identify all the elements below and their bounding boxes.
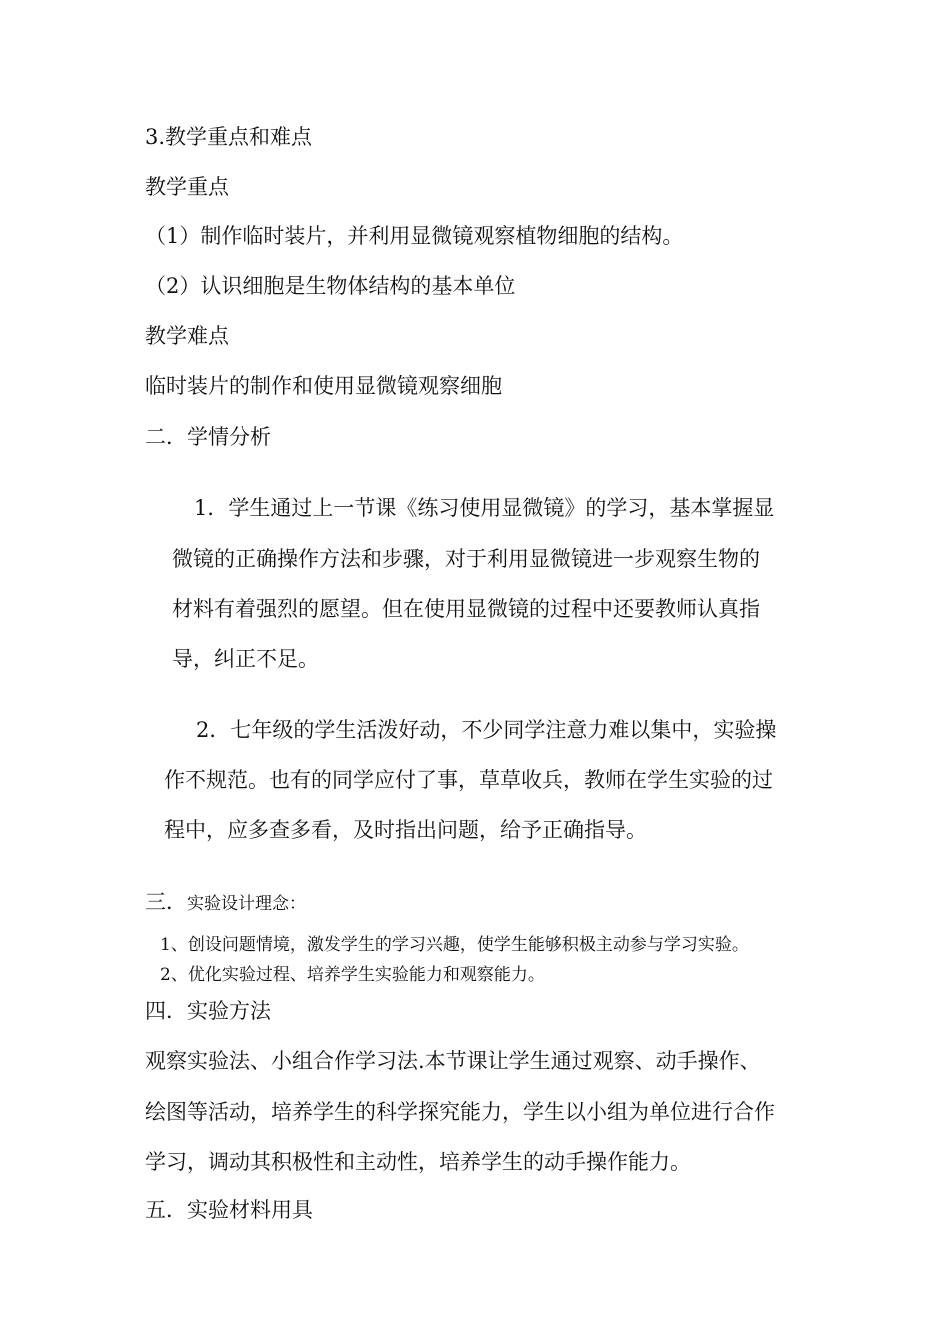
heading-key-points-and-difficulties: 3.教学重点和难点 — [145, 125, 313, 149]
heading-experiment-method: 四．实验方法 — [145, 999, 271, 1023]
heading-number: 三． — [145, 890, 187, 914]
subheading-key-points: 教学重点 — [145, 175, 229, 199]
heading-experiment-design — [145, 888, 306, 916]
analysis-para1-line4: 导，纠正不足。 — [172, 647, 319, 671]
key-point-2: （2）认识细胞是生物体结构的基本单位 — [145, 274, 516, 298]
method-line-2: 绘图等活动，培养学生的科学探究能力，学生以小组为单位进行合作 — [145, 1100, 775, 1124]
analysis-para1-line1: 1．学生通过上一节课《练习使用显微镜》的学习，基本掌握显 — [194, 496, 775, 520]
heading-materials: 五．实验材料用具 — [145, 1198, 313, 1222]
subheading-difficulty: 教学难点 — [145, 324, 229, 348]
design-item-1: 1、创设问题情境，激发学生的学习兴趣，使学生能够积极主动参与学习实验。 — [160, 935, 749, 955]
heading-student-analysis: 二．学情分析 — [145, 425, 271, 449]
analysis-para2-line1: 2．七年级的学生活泼好动，不少同学注意力难以集中，实验操 — [196, 718, 777, 742]
method-line-3: 学习，调动其积极性和主动性，培养学生的动手操作能力。 — [145, 1150, 691, 1174]
analysis-para2-line2: 作不规范。也有的同学应付了事，草草收兵，教师在学生实验的过 — [164, 768, 773, 792]
heading-text: 实验设计理念： — [187, 894, 306, 914]
analysis-para1-line3: 材料有着强烈的愿望。但在使用显微镜的过程中还要教师认真指 — [172, 597, 760, 621]
analysis-para1-line2: 微镜的正确操作方法和步骤，对于利用显微镜进一步观察生物的 — [172, 547, 760, 571]
difficulty-text: 临时装片的制作和使用显微镜观察细胞 — [145, 374, 502, 398]
method-line-1: 观察实验法、小组合作学习法.本节课让学生通过观察、动手操作、 — [145, 1049, 761, 1073]
design-item-2: 2、优化实验过程、培养学生实验能力和观察能力。 — [160, 965, 545, 985]
analysis-para2-line3: 程中，应多查多看，及时指出问题，给予正确指导。 — [164, 818, 647, 842]
key-point-1: （1）制作临时装片，并利用显微镜观察植物细胞的结构。 — [145, 224, 684, 248]
